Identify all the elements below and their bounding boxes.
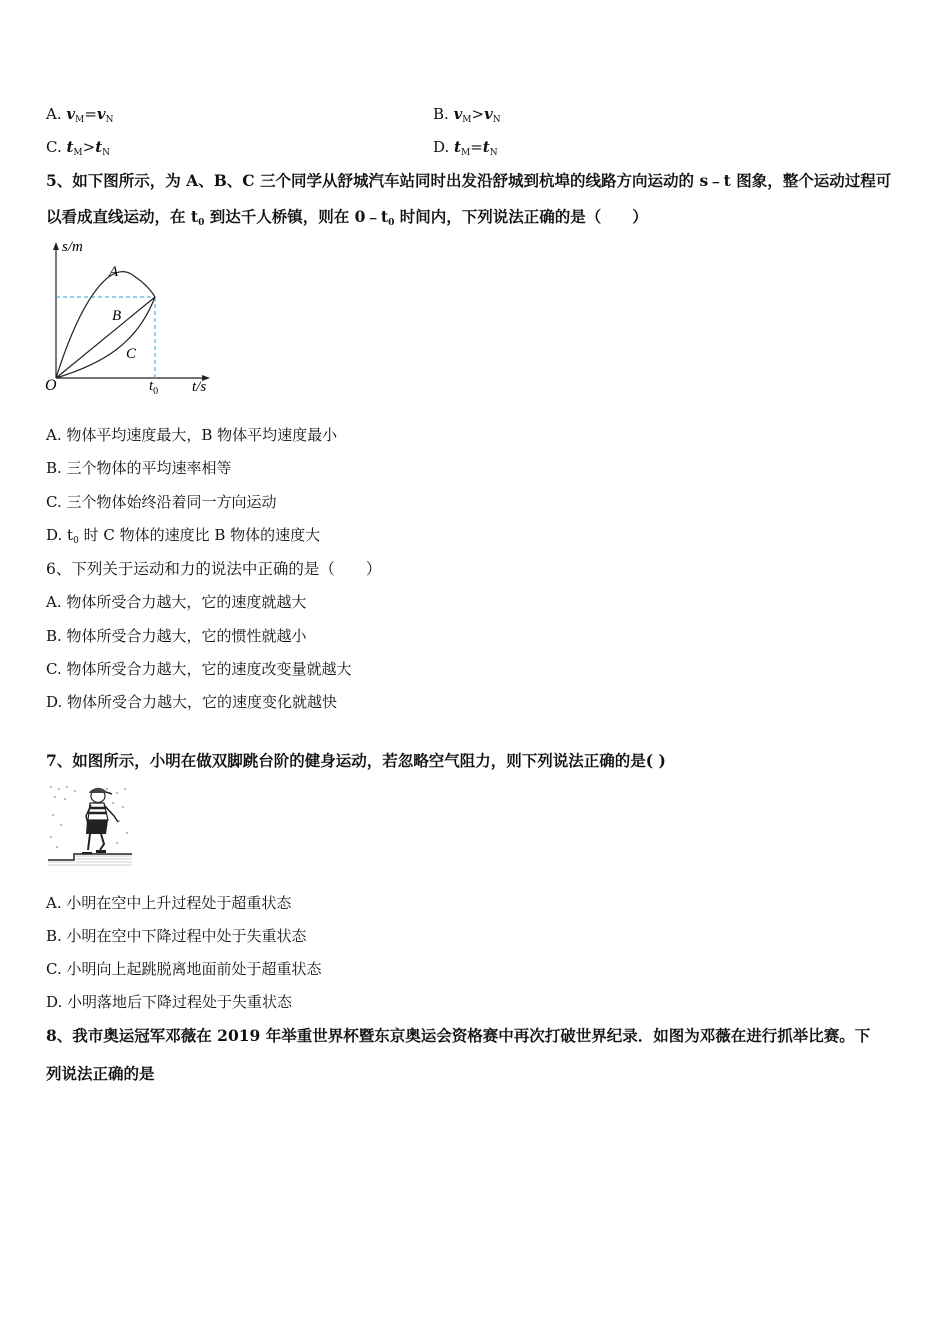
- s-t-graph: [42, 236, 222, 398]
- option-c-top: C. $t_M>t_N$: [46, 138, 111, 158]
- q7-option-c: C. 小明向上起跳脱离地面前处于超重状态: [46, 960, 322, 978]
- t0-label: $t_0$: [149, 378, 159, 397]
- origin-label: O: [45, 377, 57, 394]
- option-d-top: D. $t_M=t_N$: [433, 138, 498, 158]
- q6-option-b: B. 物体所受合力越大，它的惯性就越小: [46, 627, 307, 645]
- x-axis-label: t/s: [192, 379, 207, 395]
- option-b-top: B. $v_M>v_N$: [433, 105, 501, 125]
- q5-option-b: B. 三个物体的平均速率相等: [46, 459, 232, 477]
- q5-stem-line1: 5、如下图所示，为 A、B、C 三个同学从舒城汽车站同时出发沿舒城到杭埠的线路方向运动的 s﹣t 图象，整个运动过程可: [46, 171, 892, 190]
- q7-stem: 7、如图所示，小明在做双脚跳台阶的健身运动，若忽略空气阻力，则下列说法正确的是( ): [46, 751, 666, 770]
- q5-option-a: A. 物体平均速度最大，B 物体平均速度最小: [46, 426, 338, 444]
- q6-option-d: D. 物体所受合力越大，它的速度变化就越快: [46, 693, 338, 711]
- y-axis-label: s/m: [62, 239, 83, 255]
- curve-a-label: A: [109, 264, 119, 280]
- q7-option-b: B. 小明在空中下降过程中处于失重状态: [46, 927, 307, 945]
- jumping-boy-illustration: [46, 784, 134, 872]
- q5-stem-line2: 以看成直线运动，在 $t_0$ 到达千人桥镇，则在 $0﹣t_0$ 时间内，下列说法正确的是（ ）: [46, 207, 648, 228]
- q6-option-c: C. 物体所受合力越大，它的速度改变量就越大: [46, 660, 352, 678]
- curve-b-label: B: [112, 308, 122, 324]
- q5-option-d: D. $t_0$ 时 C 物体的速度比 B 物体的速度大: [46, 526, 321, 546]
- q5-option-c: C. 三个物体始终沿着同一方向运动: [46, 493, 277, 511]
- q7-option-d: D. 小明落地后下降过程处于失重状态: [46, 993, 293, 1011]
- q6-option-a: A. 物体所受合力越大，它的速度就越大: [46, 593, 307, 611]
- q8-stem-line1: 8、我市奥运冠军邓薇在 2019 年举重世界杯暨东京奥运会资格赛中再次打破世界纪录．如图为邓薇在进行抓举比赛。下: [46, 1026, 871, 1045]
- option-a-top: A. $v_M=v_N$: [46, 105, 114, 125]
- q7-option-a: A. 小明在空中上升过程处于超重状态: [46, 894, 292, 912]
- q6-stem: 6、下列关于运动和力的说法中正确的是（ ）: [46, 560, 382, 578]
- y-axis-arrow: [53, 242, 59, 250]
- curve-c-label: C: [126, 346, 137, 362]
- q8-stem-line2: 列说法正确的是: [46, 1064, 155, 1083]
